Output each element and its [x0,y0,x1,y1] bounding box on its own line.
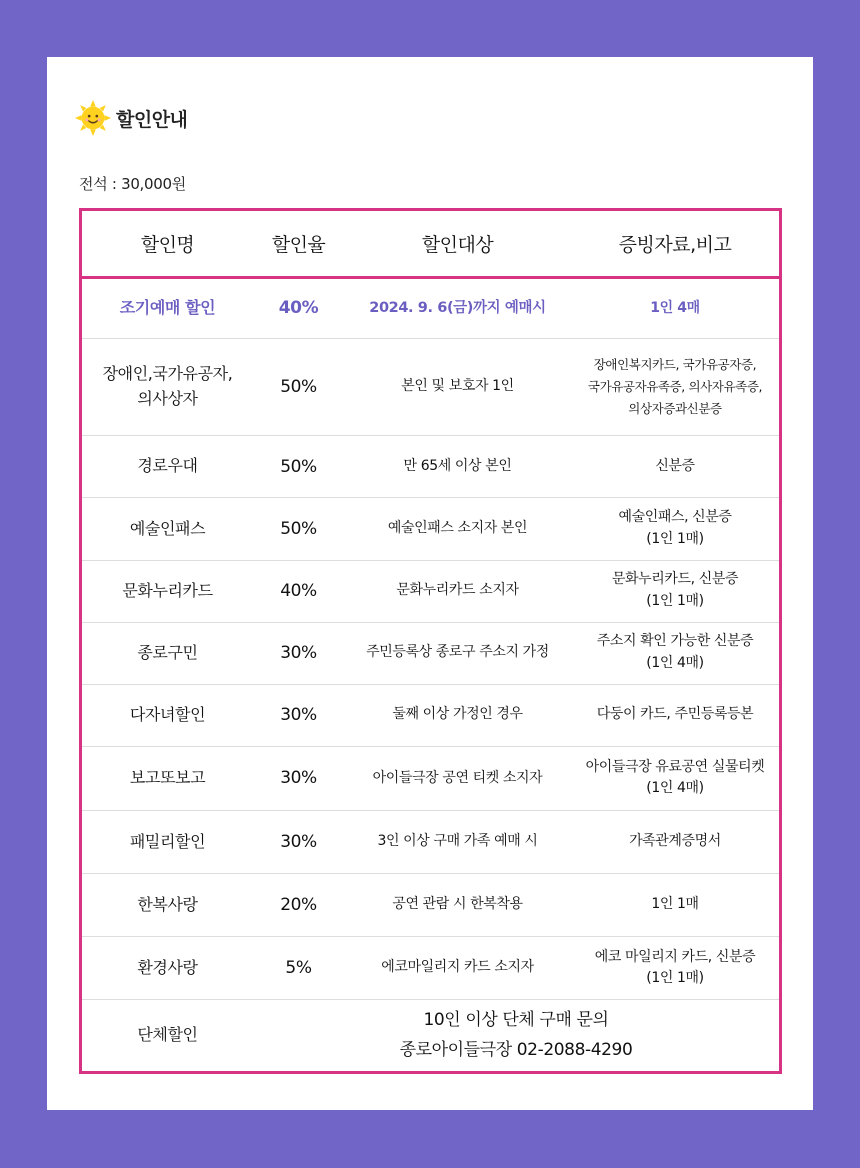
proof-note-cell [571,684,779,746]
group-discount-line: 종로아이들극장 02-2088-4290 [399,1039,633,1060]
discount-card [47,57,813,1110]
discount-name-cell [82,560,253,622]
discount-name-cell: 단체할인 [137,1025,198,1045]
proof-note-cell-line: 신분증 [655,457,695,474]
table-row [82,339,779,436]
proof-note-cell [571,498,779,560]
discount-rate-cell: 50% [253,339,344,436]
discount-name-cell [82,874,253,937]
table-header-row [82,211,779,278]
table-row [82,810,779,873]
discount-target-cell: 예술인패스 소지자 본인 [344,498,571,560]
table-row [82,278,779,339]
proof-note-cell-line: (1인 1매) [646,530,704,547]
discount-rate-cell: 40% [253,278,344,339]
table-row [82,937,779,1000]
proof-note-cell-line: (1인 4매) [646,780,704,797]
discount-table-frame [79,208,782,1074]
discount-target-cell: 공연 관람 시 한복착용 [344,874,571,937]
proof-note-cell-line: 국가유공자유족증, 의사자유족증, [587,379,763,395]
discount-name-cell-line: 장애인,국가유공자, [102,364,233,384]
discount-name-cell [82,339,253,436]
proof-note-cell [571,436,779,498]
discount-name-cell [82,684,253,746]
discount-target-cell: 3인 이상 구매 가족 예매 시 [344,810,571,873]
discount-rate-cell: 50% [253,436,344,498]
proof-note-cell-line: 다둥이 카드, 주민등록등본 [596,706,754,723]
proof-note-cell-line: 에코 마일리지 카드, 신분증 [594,948,756,965]
proof-note-cell-line: 1인 4매 [650,299,700,316]
proof-note-cell-line: (1인 4매) [646,655,704,672]
discount-name-cell-line: 보고또보고 [129,767,206,787]
discount-name-cell [82,436,253,498]
discount-name-cell [82,746,253,810]
discount-target-cell: 아이들극장 공연 티켓 소지자 [344,746,571,810]
proof-note-cell-line: 문화누리카드, 신분증 [611,571,739,588]
discount-target-cell: 2024. 9. 6(금)까지 예매시 [344,278,571,339]
group-discount-line: 10인 이상 단체 구매 문의 [423,1009,609,1030]
discount-name-cell-line: 경로우대 [137,456,198,476]
discount-target-cell: 만 65세 이상 본인 [344,436,571,498]
proof-note-cell-line: 장애인복지카드, 국가유공자증, [593,357,757,373]
discount-name-cell [82,810,253,873]
discount-rate-cell: 20% [253,874,344,937]
header-proof-note: 증빙자료,비고 [571,211,779,278]
proof-note-cell-line: 의상자증과신분증 [628,401,722,417]
proof-note-cell [571,937,779,1000]
proof-note-cell [571,278,779,339]
discount-rate-cell: 50% [253,498,344,560]
sun-icon [74,99,112,137]
discount-target-cell: 본인 및 보호자 1인 [344,339,571,436]
discount-rate-cell: 30% [253,746,344,810]
proof-note-cell-line: 1인 1매 [651,896,699,913]
table-row [82,746,779,810]
discount-name-cell [82,278,253,339]
discount-table [82,211,779,1071]
proof-note-cell [571,746,779,810]
header-discount-rate: 할인율 [253,211,344,278]
table-row [82,622,779,684]
heading-title: 할인안내 [116,108,188,131]
proof-note-cell [571,622,779,684]
discount-name-cell-line: 의사상자 [137,389,198,409]
proof-note-cell [571,874,779,937]
discount-name-cell-line: 종로구민 [137,642,198,662]
header-discount-name: 할인명 [82,211,253,278]
table-row [82,874,779,937]
discount-name-cell [82,937,253,1000]
header-discount-target: 할인대상 [344,211,571,278]
discount-name-cell [82,498,253,560]
proof-note-cell [571,339,779,436]
discount-name-cell-line: 조기예매 할인 [119,298,216,318]
discount-name-cell [82,622,253,684]
discount-rate-cell: 30% [253,684,344,746]
proof-note-cell [571,560,779,622]
table-row [82,498,779,560]
table-row [82,684,779,746]
proof-note-cell [571,810,779,873]
discount-rate-cell: 40% [253,560,344,622]
table-row [82,436,779,498]
discount-rate-cell: 30% [253,810,344,873]
table-row-group-discount [82,1000,779,1071]
discount-name-cell-line: 문화누리카드 [122,580,213,600]
section-heading [74,98,187,138]
discount-target-cell: 둘째 이상 가정인 경우 [344,684,571,746]
discount-name-cell-line: 환경사랑 [137,957,198,977]
price-info: 전석 : 30,000원 [79,175,186,193]
discount-name-cell-line: 예술인패스 [129,518,206,538]
discount-target-cell: 주민등록상 종로구 주소지 가정 [344,622,571,684]
discount-target-cell: 문화누리카드 소지자 [344,560,571,622]
group-discount-info [253,1000,779,1071]
discount-name-cell-line: 한복사랑 [137,894,198,914]
table-row [82,560,779,622]
proof-note-cell-line: 예술인패스, 신분증 [618,509,732,526]
proof-note-cell-line: 아이들극장 유료공연 실물티켓 [585,758,765,775]
proof-note-cell-line: (1인 1매) [646,593,704,610]
discount-target-cell: 에코마일리지 카드 소지자 [344,937,571,1000]
discount-name-cell-line: 다자녀할인 [129,704,206,724]
discount-rate-cell: 5% [253,937,344,1000]
proof-note-cell-line: 주소지 확인 가능한 신분증 [596,633,754,650]
discount-rate-cell: 30% [253,622,344,684]
discount-name-cell-line: 패밀리할인 [129,831,206,851]
proof-note-cell-line: (1인 1매) [646,970,704,987]
proof-note-cell-line: 가족관계증명서 [629,833,721,850]
